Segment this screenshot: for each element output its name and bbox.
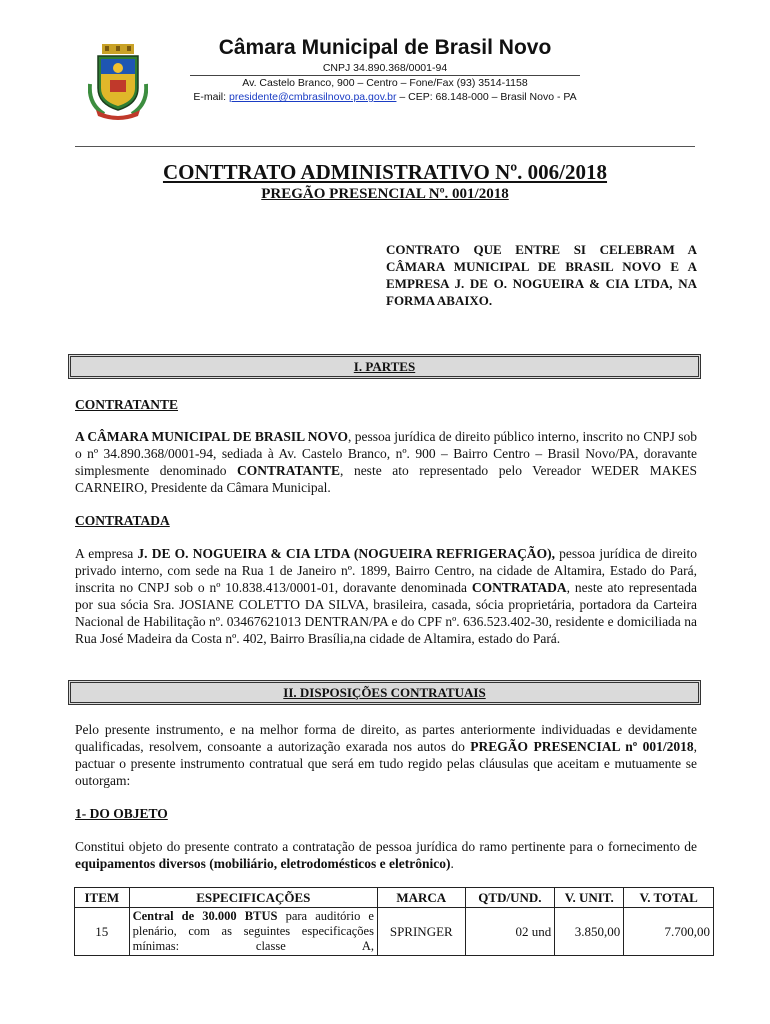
- institution-name: Câmara Municipal de Brasil Novo: [218, 36, 552, 59]
- objeto-equipment: equipamentos diversos (mobiliário, eletrodomésticos e eletrônico): [75, 856, 451, 871]
- contratada-heading: CONTRATADA: [75, 513, 170, 528]
- letterhead-divider: [75, 146, 695, 147]
- header-item: ITEM: [75, 888, 130, 908]
- contract-preamble: CONTRATO QUE ENTRE SI CELEBRAM A CÂMARA MUNICIPAL DE BRASIL NOVO E A EMPRESA J. DE O. NOGUEIRA & CIA LTDA, NA FORMA ABAIXO.: [386, 242, 697, 308]
- letterhead: [0, 30, 770, 120]
- contratada-term: CONTRATADA: [471, 580, 567, 595]
- section-provisions-header: [68, 680, 701, 705]
- contratante-heading: CONTRATANTE: [75, 397, 179, 412]
- cell-specification: [129, 908, 377, 956]
- cell-unit-value: 3.850,00: [555, 908, 624, 956]
- contratada-paragraph: [75, 545, 697, 647]
- document-title: CONTTRATO ADMINISTRATIVO Nº. 006/2018: [162, 160, 608, 184]
- provisions-text-1: Pelo presente instrumento, e na melhor forma de direito, as partes anteriormente individuadas e devidamente qualificadas, resolvem, consoante a autorização exarada nos autos do: [75, 722, 697, 754]
- table-row: [75, 908, 714, 956]
- header-brand: MARCA: [377, 888, 465, 908]
- contratada-text-1: A empresa: [75, 546, 138, 561]
- institution-cnpj: CNPJ 34.890.368/0001-94: [190, 62, 580, 76]
- contratante-paragraph: [75, 428, 697, 496]
- objeto-paragraph: [75, 838, 697, 872]
- email-prefix: E-mail:: [193, 91, 229, 103]
- header-total-value: V. TOTAL: [624, 888, 714, 908]
- cell-quantity: 02 und: [465, 908, 555, 956]
- provisions-pregao: PREGÃO PRESENCIAL nº 001/2018: [470, 739, 694, 754]
- cell-brand: SPRINGER: [377, 908, 465, 956]
- contratante-text-1: , pessoa jurídica de direito público interno, inscrito no CNPJ sob o nº 34.890.368/0001-94, sediada à Av. Castelo Branco, nº. 900 – Bairro Centro – Brasil Novo/PA, doravante simplesmente denominado: [75, 429, 698, 478]
- table-header-row: [75, 888, 714, 908]
- contratada-text-3: , neste ato representada por sua sócia Sra. JOSIANE COLETTO DA SILVA, brasileira, casada, sócia proprietária, portadora da Carteira Nacional de Habilitação nº. 03467621013 DENTRAN/PA e do CPF nº. 636.523.402-30, residente e domiciliada na Rua José Madeira da Costa nº. 402, Bairro Brasília,na cidade de Altamira, estado do Pará.: [75, 580, 698, 646]
- contratante-name: A CÂMARA MUNICIPAL DE BRASIL NOVO: [75, 429, 349, 444]
- objeto-text-2: .: [450, 856, 454, 871]
- cell-total-value: 7.700,00: [624, 908, 714, 956]
- document-subtitle: PREGÃO PRESENCIAL Nº. 001/2018: [261, 186, 509, 202]
- provisions-text-2: , pactuar o presente instrumento contratual que será em tudo regido pelas cláusulas que aceitam e mutuamente se outorgam:: [75, 739, 697, 788]
- email-link[interactable]: presidente@cmbrasilnovo.pa.gov.br: [228, 91, 397, 103]
- cep-text: – CEP: 68.148-000 – Brasil Novo - PA: [396, 91, 577, 103]
- spec-details: para auditório e plenário, com as seguintes especificações mínimas: classe A,: [132, 909, 374, 953]
- contratante-text-2: , neste ato representado pelo Vereador WEDER MAKES CARNEIRO, Presidente da Câmara Municipal.: [75, 463, 697, 495]
- provisions-intro-paragraph: [75, 721, 697, 789]
- section-parties-header: [68, 354, 701, 379]
- objeto-heading: 1- DO OBJETO: [75, 806, 168, 821]
- contratada-name: J. DE O. NOGUEIRA & CIA LTDA (NOGUEIRA REFRIGERAÇÃO),: [137, 546, 555, 561]
- institution-contact: [0, 91, 770, 103]
- header-unit-value: V. UNIT.: [555, 888, 624, 908]
- cell-item: 15: [75, 908, 130, 956]
- contratada-text-2: pessoa jurídica de direito privado interno, com sede na Rua 1 de Janeiro nº. 1899, Bairro Centro, na cidade de Altamira, Estado do Pará, inscrita no CNPJ sob o nº 10.838.413/0001-01, doravante denominada: [75, 546, 697, 595]
- items-table: [74, 887, 714, 956]
- contratante-term: CONTRATANTE: [237, 463, 341, 478]
- header-specifications: ESPECIFICAÇÕES: [129, 888, 377, 908]
- institution-address: Av. Castelo Branco, 900 – Centro – Fone/Fax (93) 3514-1158: [242, 77, 528, 89]
- section-parties-title: I. PARTES: [353, 359, 416, 374]
- section-provisions-title: II. DISPOSIÇÕES CONTRATUAIS: [283, 685, 486, 700]
- objeto-text-1: Constitui objeto do presente contrato a contratação de pessoa jurídica do ramo pertinente para o fornecimento de: [75, 839, 697, 854]
- spec-product: Central de 30.000 BTUS: [132, 909, 278, 923]
- header-quantity: QTD/UND.: [465, 888, 555, 908]
